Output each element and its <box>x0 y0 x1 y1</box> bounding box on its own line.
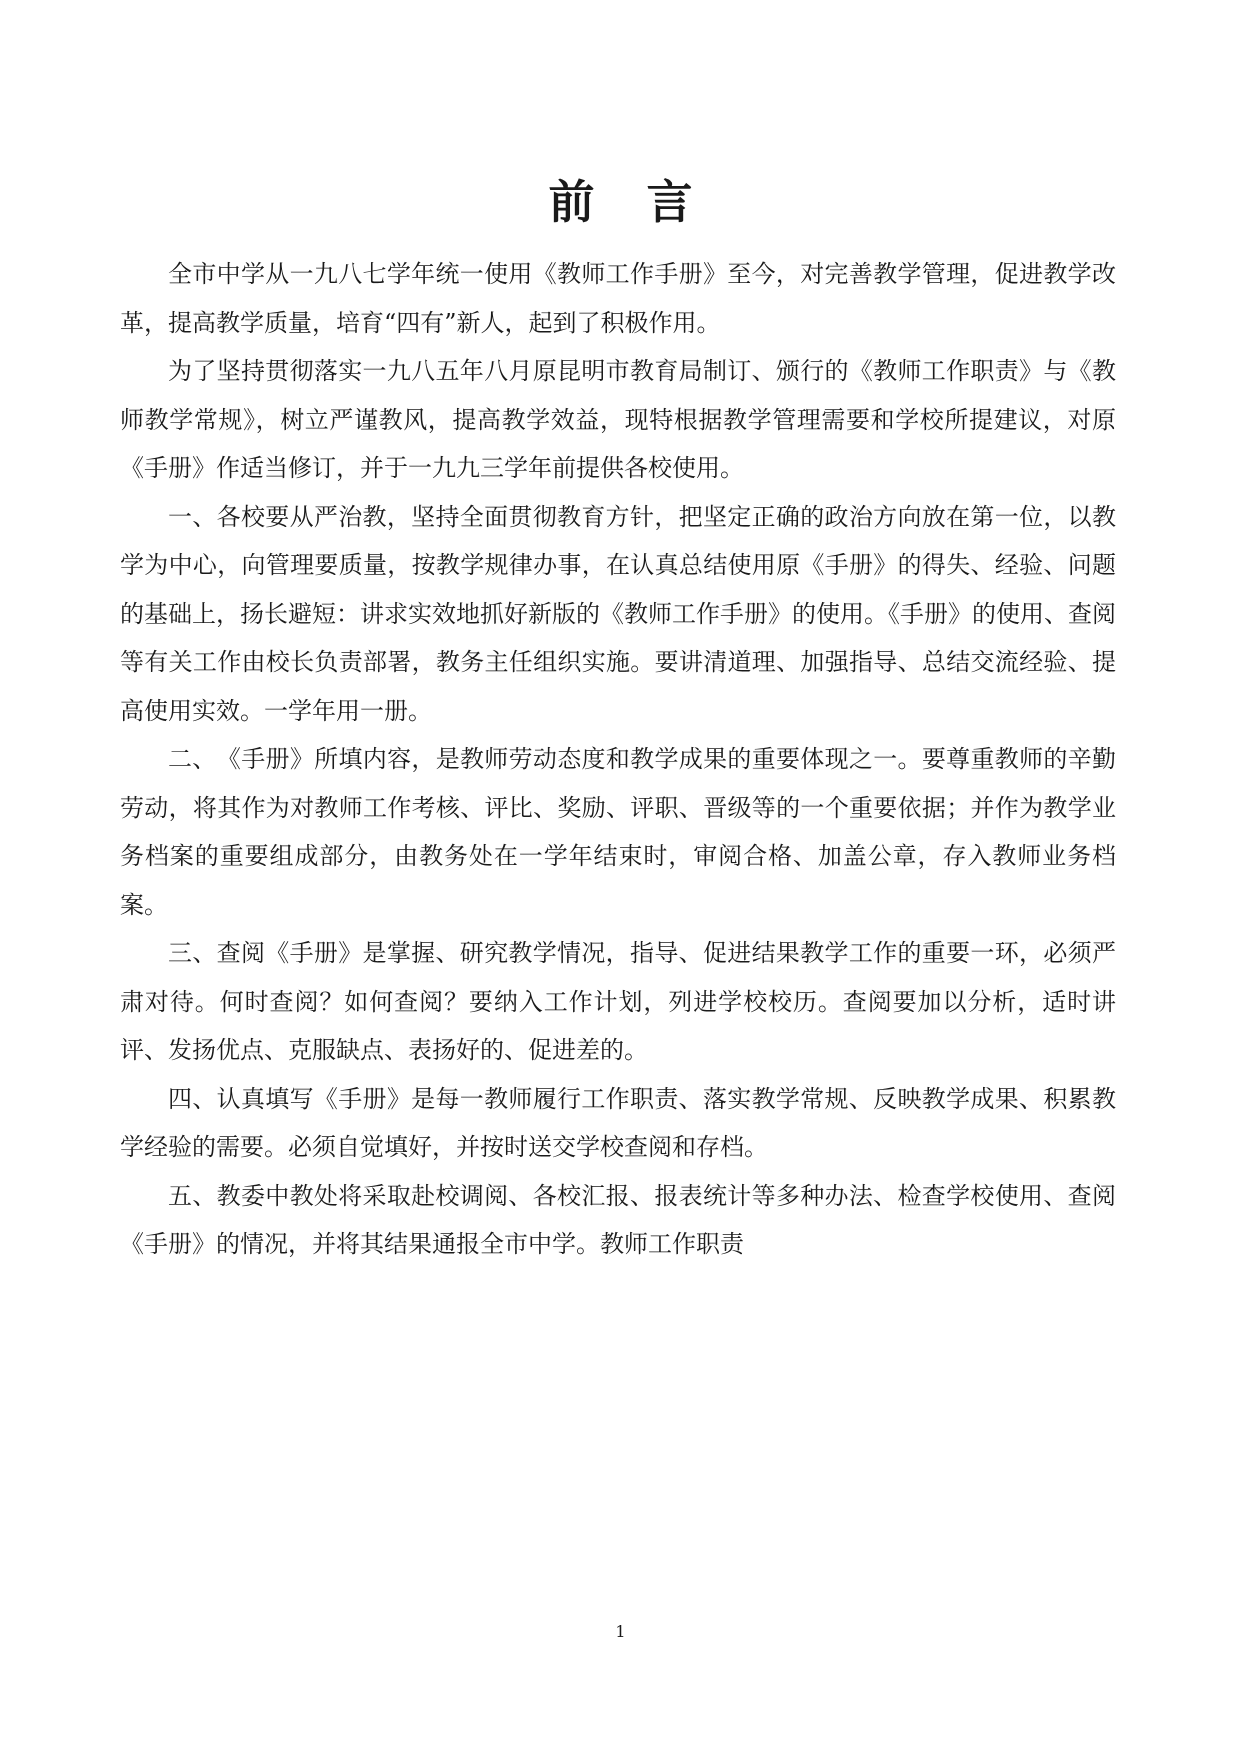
paragraph-item-2: 二、 《手册》所填内容，是教师劳动态度和教学成果的重要体现之一。要尊重教师的辛勤劳动，将其作为对教师工作考核、评比、奖励、评职、晋级等的一个重要依据；并作为教学业务档案的重要组成部分，由教务处在一学年结束时，审阅合格、加盖公章，存入教师业务档案。 <box>120 745 1116 919</box>
paragraph-item-1: 一、各校要从严治教，坚持全面贯彻教育方针，把坚定正确的政治方向放在第一位，以教学为中心，向管理要质量，按教学规律办事，在认真总结使用原《手册》的得失、经验、问题的基础上，扬长避短：讲求实效地抓好新版的《教师工作手册》的使用。《手册》的使用、查阅等有关工作由校长负责部署，教务主任组织实施。要讲清道理、加强指导、总结交流经验、提高使用实效。一学年用一册。 <box>120 502 1116 725</box>
page-number: 1 <box>615 1622 626 1641</box>
paragraph-item-3: 三、查阅《手册》是掌握、研究教学情况，指导、促进结果教学工作的重要一环，必须严肃对待。何时查阅？如何查阅？要纳入工作计划，列进学校校历。查阅要加以分析，适时讲评、发扬优点、克服缺点、表扬好的、促进差的。 <box>120 939 1116 1064</box>
page-title: 前言 <box>548 175 745 229</box>
document-body <box>120 250 1116 1269</box>
paragraph-purpose: 为了坚持贯彻落实一九八五年八月原昆明市教育局制订、颁行的《教师工作职责》与《教师教学常规》，树立严谨教风，提高教学效益，现特根据教学管理需要和学校所提建议，对原《手册》作适当修订，并于一九九三学年前提供各校使用。 <box>120 357 1116 482</box>
paragraph-item-5: 五、教委中教处将采取赴校调阅、各校汇报、报表统计等多种办法、检查学校使用、查阅《手册》的情况，并将其结果通报全市中学。教师工作职责 <box>120 1181 1116 1258</box>
paragraph-item-4: 四、认真填写《手册》是每一教师履行工作职责、落实教学常规、反映教学成果、积累教学经验的需要。必须自觉填好，并按时送交学校查阅和存档。 <box>120 1084 1116 1161</box>
paragraph-intro: 全市中学从一九八七学年统一使用《教师工作手册》至今，对完善教学管理，促进教学改革，提高教学质量，培育“四有”新人，起到了积极作用。 <box>120 260 1116 337</box>
